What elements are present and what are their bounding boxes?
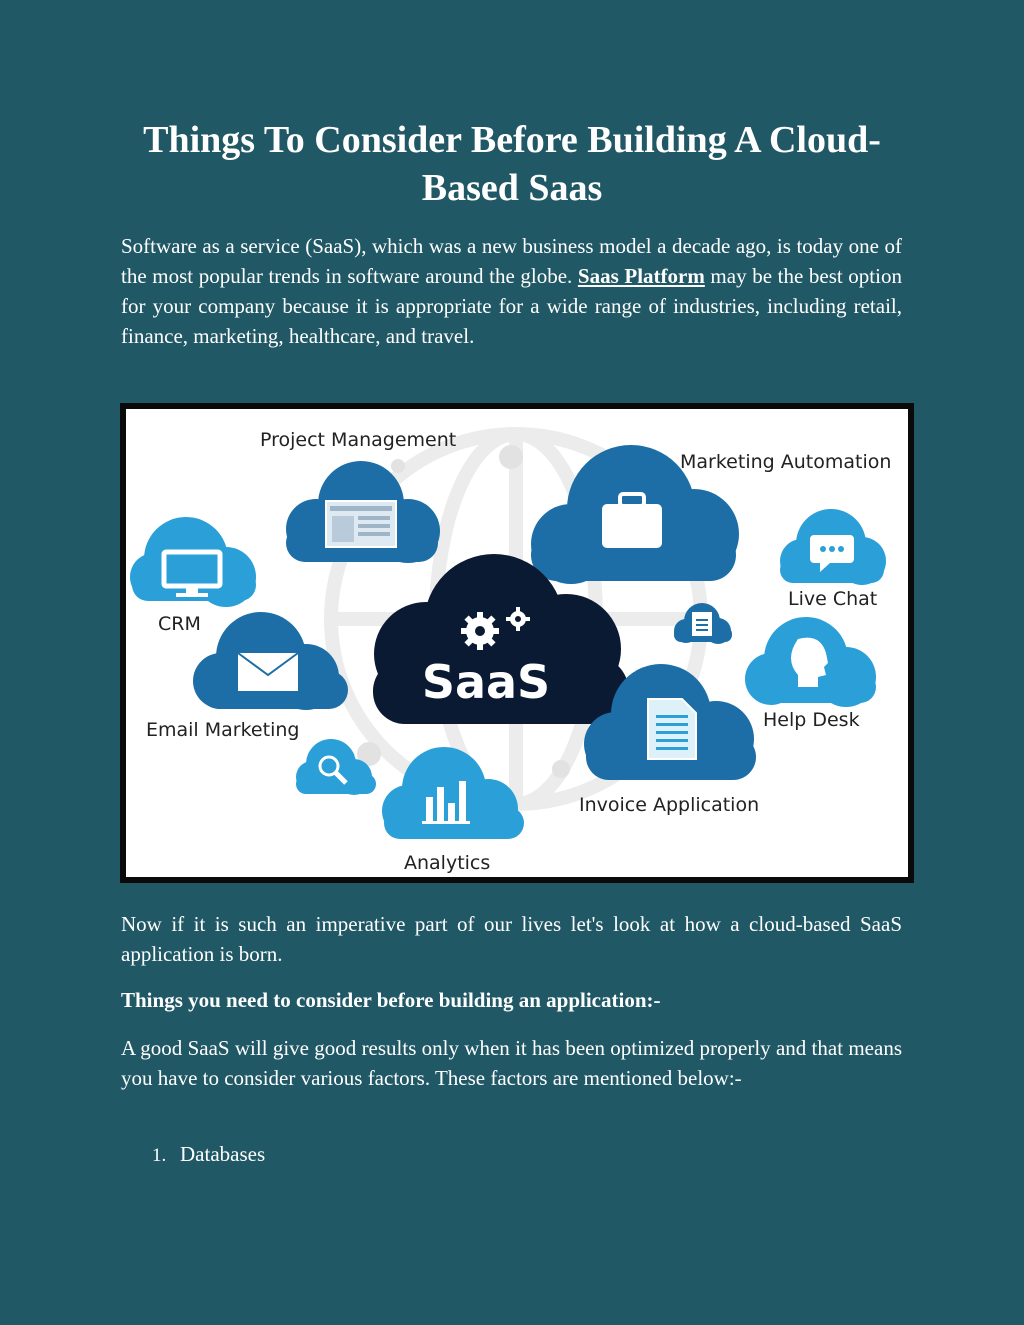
list-item-databases: [152, 1139, 265, 1171]
invoice-document-icon: [648, 699, 696, 759]
label-help-desk: Help Desk: [763, 709, 860, 731]
saas-center-label: SaaS: [421, 655, 551, 709]
label-live-chat: Live Chat: [788, 588, 878, 610]
label-invoice-application: Invoice Application: [579, 794, 760, 816]
browser-window-icon: [326, 501, 396, 547]
list-item-number: 1.: [152, 1145, 167, 1166]
saas-platform-link[interactable]: Saas Platform: [577, 264, 705, 288]
paragraph-cloud-based-saas: Now if it is such an imperative part of our lives let's look at how a cloud-based SaaS application is born.: [121, 912, 902, 966]
section-heading: Things you need to consider before building an application:-: [121, 988, 661, 1012]
saas-illustration: [120, 403, 914, 883]
intro-paragraph: [121, 231, 902, 351]
label-project-management: Project Management: [260, 429, 457, 451]
page-title: Things To Consider Before Building A Cloud-Based Saas: [143, 119, 881, 209]
label-crm: CRM: [158, 613, 201, 635]
label-marketing-automation: Marketing Automation: [680, 451, 892, 473]
saas-cloud-diagram: [126, 409, 908, 877]
label-analytics: Analytics: [404, 852, 491, 874]
intro-text-start: Software as a service (SaaS), which was a new business model a decade ago, is today one of the most popular trends in software around the globe.: [121, 234, 902, 288]
file-icon: [692, 612, 712, 636]
label-email-marketing: Email Marketing: [146, 719, 300, 741]
intro-text-end: may be the best option for your company because it is appropriate for a wide range of industries, including retail, finance, marketing, healthcare, and travel.: [121, 264, 902, 348]
envelope-icon: [238, 653, 298, 691]
paragraph-factors: A good SaaS will give good results only when it has been optimized properly and that means you have to consider various factors. These factors are mentioned below:-: [121, 1036, 902, 1090]
list-item-text: Databases: [180, 1142, 266, 1166]
